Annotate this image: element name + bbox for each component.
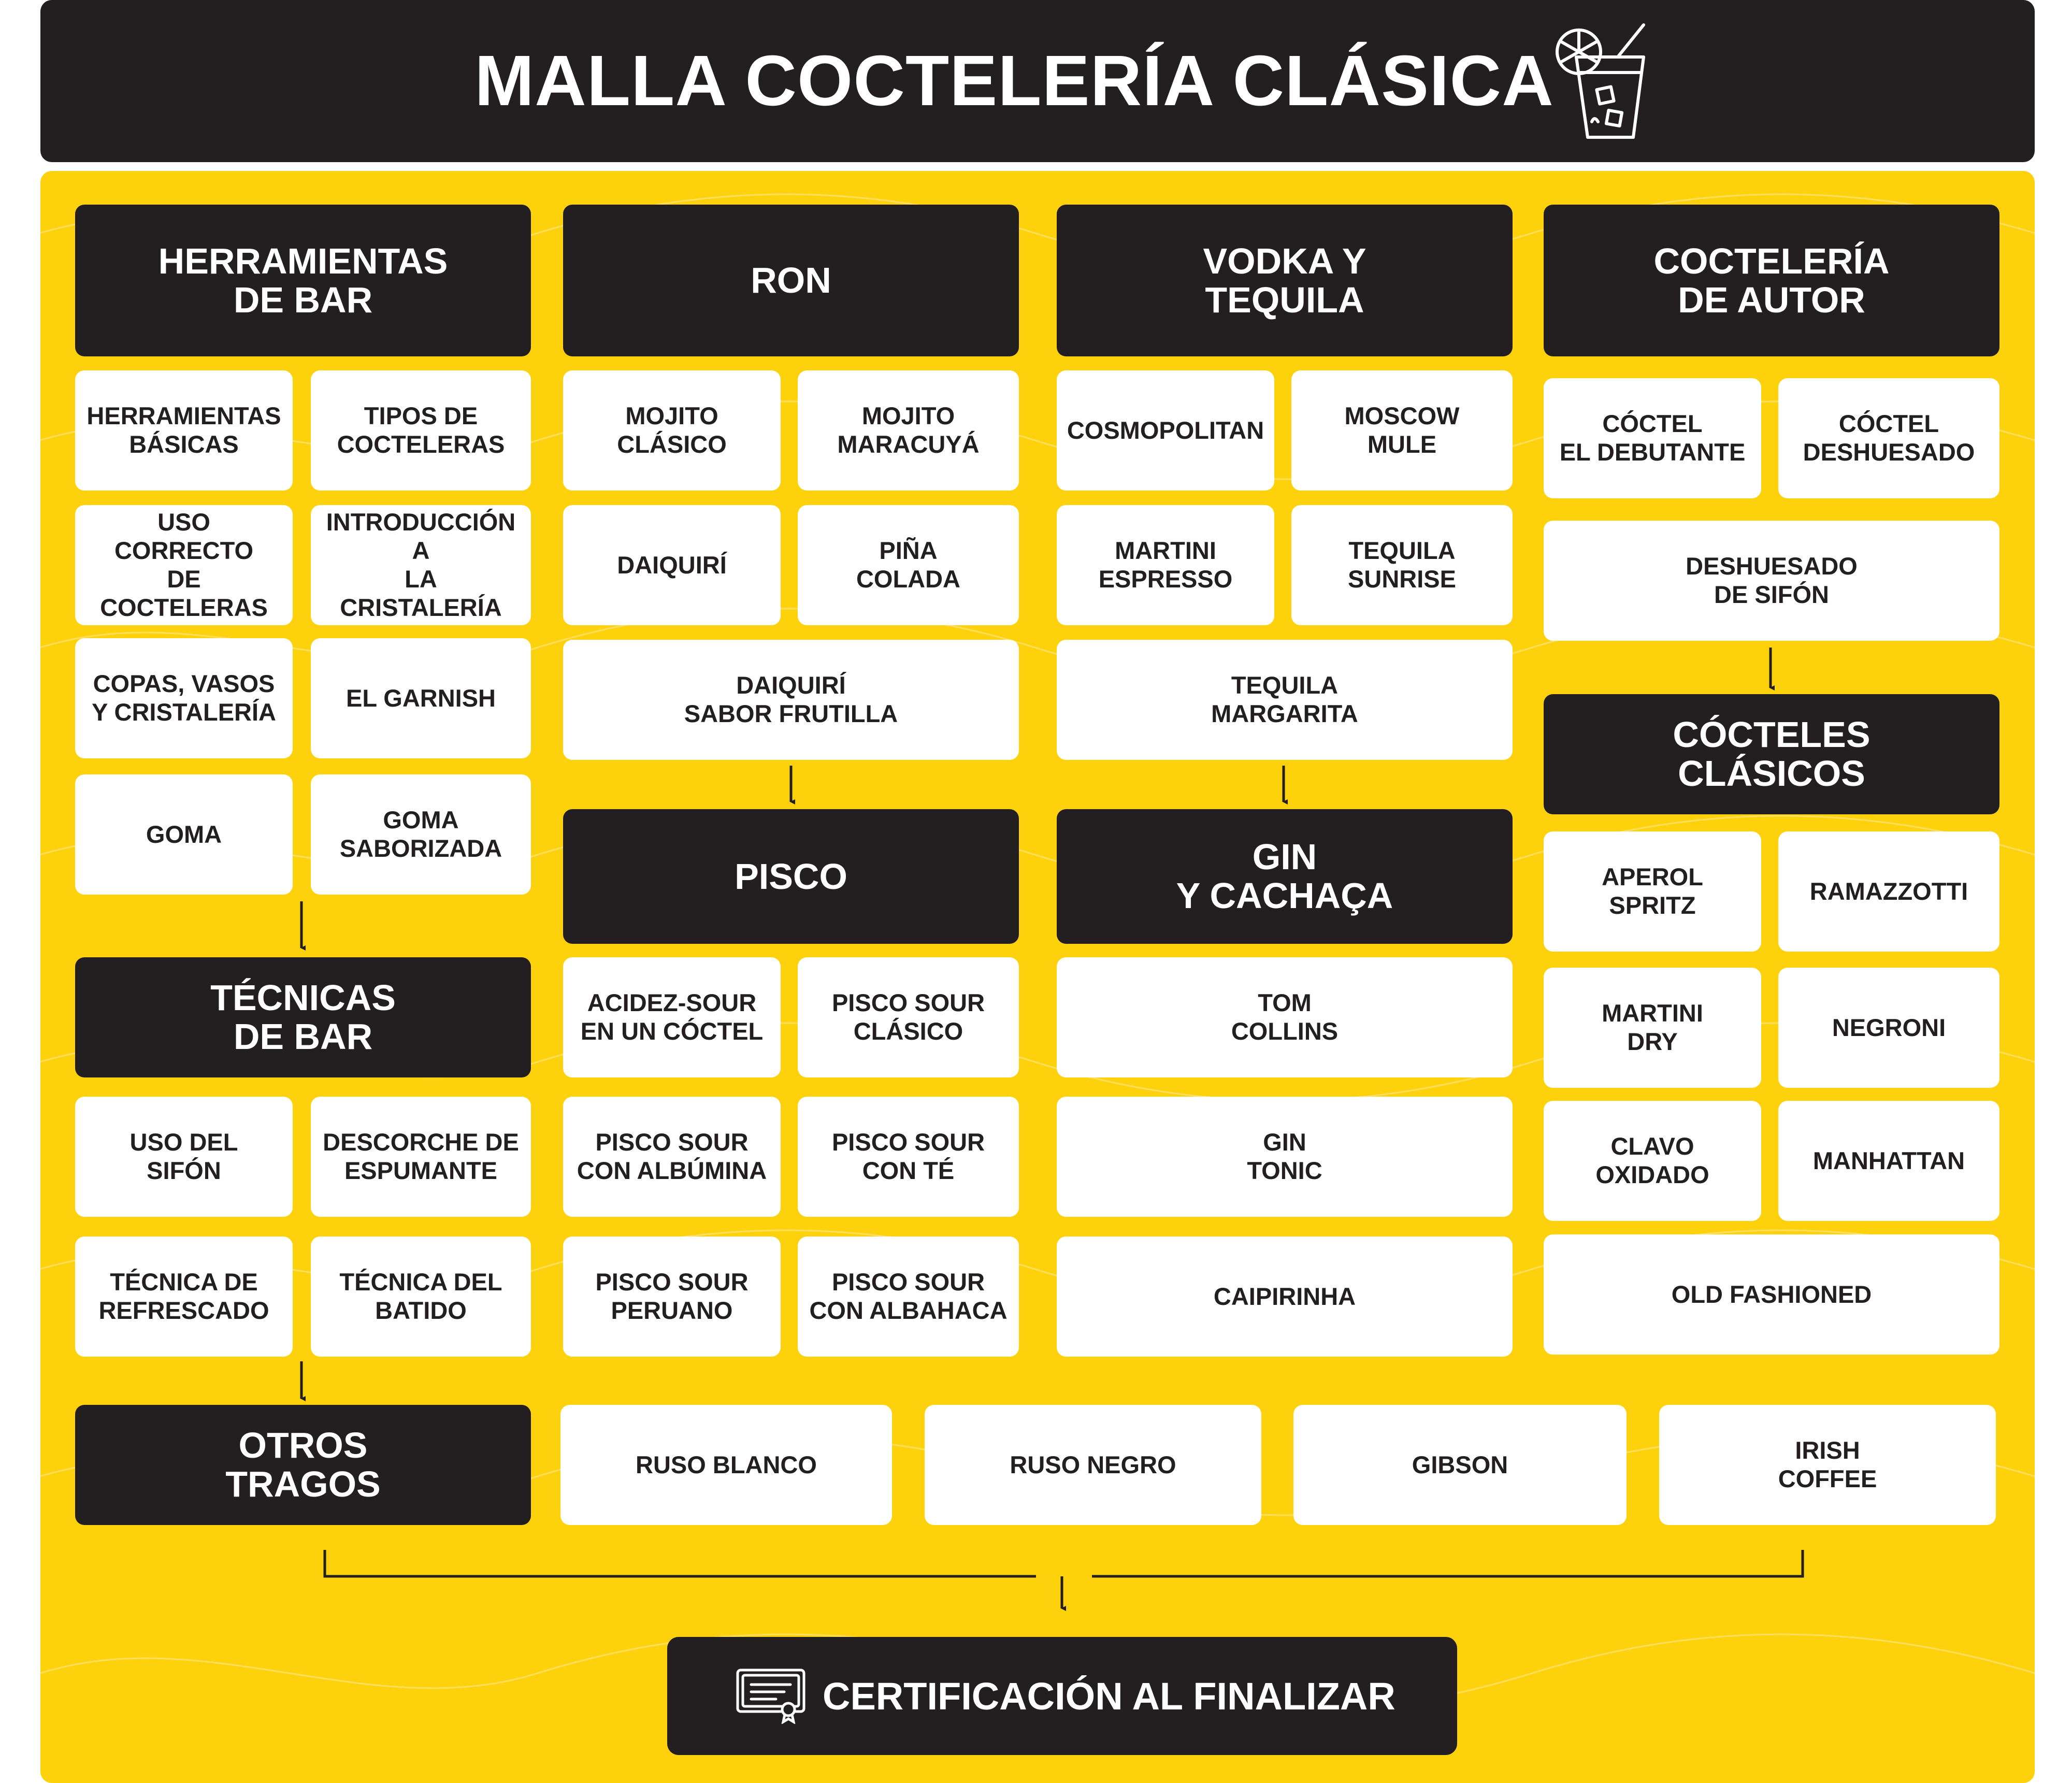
module-ron: RON [563,205,1019,356]
lesson-card: MOJITO MARACUYÁ [798,370,1019,491]
certification-banner [667,1637,1457,1755]
cocktail-glass-icon [1540,21,1662,142]
module-pisco: PISCO [563,809,1019,944]
lesson-card: MOSCOW MULE [1291,370,1513,491]
lesson-card: MARTINI ESPRESSO [1057,505,1274,625]
lesson-card: RUSO BLANCO [560,1405,892,1525]
module-herramientas-de-bar: HERRAMIENTAS DE BAR [75,205,531,356]
lesson-card: PISCO SOUR CON ALBÚMINA [563,1097,781,1217]
lesson-card: MOJITO CLÁSICO [563,370,781,491]
lesson-card: GIBSON [1293,1405,1627,1525]
lesson-card: CÓCTEL EL DEBUTANTE [1544,378,1761,498]
header-bar [40,0,2035,162]
lesson-card: USO CORRECTO DE COCTELERAS [75,505,293,625]
lesson-card: COPAS, VASOS Y CRISTALERÍA [75,638,293,758]
lesson-card: OLD FASHIONED [1544,1234,1999,1355]
lesson-card: TÉCNICA DE REFRESCADO [75,1236,293,1357]
lesson-card: IRISH COFFEE [1659,1405,1996,1525]
lesson-card: PISCO SOUR CON ALBAHACA [798,1236,1019,1357]
lesson-card: DAIQUIRÍ [563,505,781,625]
lesson-card: TEQUILA SUNRISE [1291,505,1513,625]
lesson-card: TOM COLLINS [1057,957,1513,1077]
lesson-card: PISCO SOUR CLÁSICO [798,957,1019,1077]
lesson-card: PISCO SOUR PERUANO [563,1236,781,1357]
lesson-card: ACIDEZ-SOUR EN UN CÓCTEL [563,957,781,1077]
lesson-card: DESCORCHE DE ESPUMANTE [311,1097,531,1217]
certification-label: CERTIFICACIÓN AL FINALIZAR [823,1674,1395,1718]
lesson-card: CÓCTEL DESHUESADO [1778,378,1999,498]
certificate-icon [735,1667,807,1724]
lesson-card: RAMAZZOTTI [1778,831,1999,952]
lesson-card: GOMA SABORIZADA [311,774,531,895]
module-tecnicas-de-bar: TÉCNICAS DE BAR [75,957,531,1077]
lesson-card: INTRODUCCIÓN A LA CRISTALERÍA [311,505,531,625]
lesson-card: CAIPIRINHA [1057,1236,1513,1357]
lesson-card: DESHUESADO DE SIFÓN [1544,521,1999,641]
lesson-card: PISCO SOUR CON TÉ [798,1097,1019,1217]
lesson-card: MANHATTAN [1778,1101,1999,1221]
lesson-card: CLAVO OXIDADO [1544,1101,1761,1221]
lesson-card: GOMA [75,774,293,895]
module-vodka-y-tequila: VODKA Y TEQUILA [1057,205,1513,356]
lesson-card: GIN TONIC [1057,1097,1513,1217]
lesson-card: MARTINI DRY [1544,968,1761,1088]
lesson-card: PIÑA COLADA [798,505,1019,625]
lesson-card: APEROL SPRITZ [1544,831,1761,952]
module-cocteles-clasicos: CÓCTELES CLÁSICOS [1544,694,1999,814]
page-title: MALLA COCTELERÍA CLÁSICA [474,41,1554,121]
module-otros-tragos: OTROS TRAGOS [75,1405,531,1525]
lesson-card: USO DEL SIFÓN [75,1097,293,1217]
lesson-card: RUSO NEGRO [925,1405,1261,1525]
lesson-card: DAIQUIRÍ SABOR FRUTILLA [563,640,1019,760]
lesson-card: COSMOPOLITAN [1057,370,1274,491]
lesson-card: NEGRONI [1778,968,1999,1088]
lesson-card: TIPOS DE COCTELERAS [311,370,531,491]
lesson-card: HERRAMIENTAS BÁSICAS [75,370,293,491]
module-gin-y-cachaca: GIN Y CACHAÇA [1057,809,1513,944]
lesson-card: TÉCNICA DEL BATIDO [311,1236,531,1357]
lesson-card: TEQUILA MARGARITA [1057,640,1513,760]
lesson-card: EL GARNISH [311,638,531,758]
module-cocteleria-de-autor: COCTELERÍA DE AUTOR [1544,205,1999,356]
